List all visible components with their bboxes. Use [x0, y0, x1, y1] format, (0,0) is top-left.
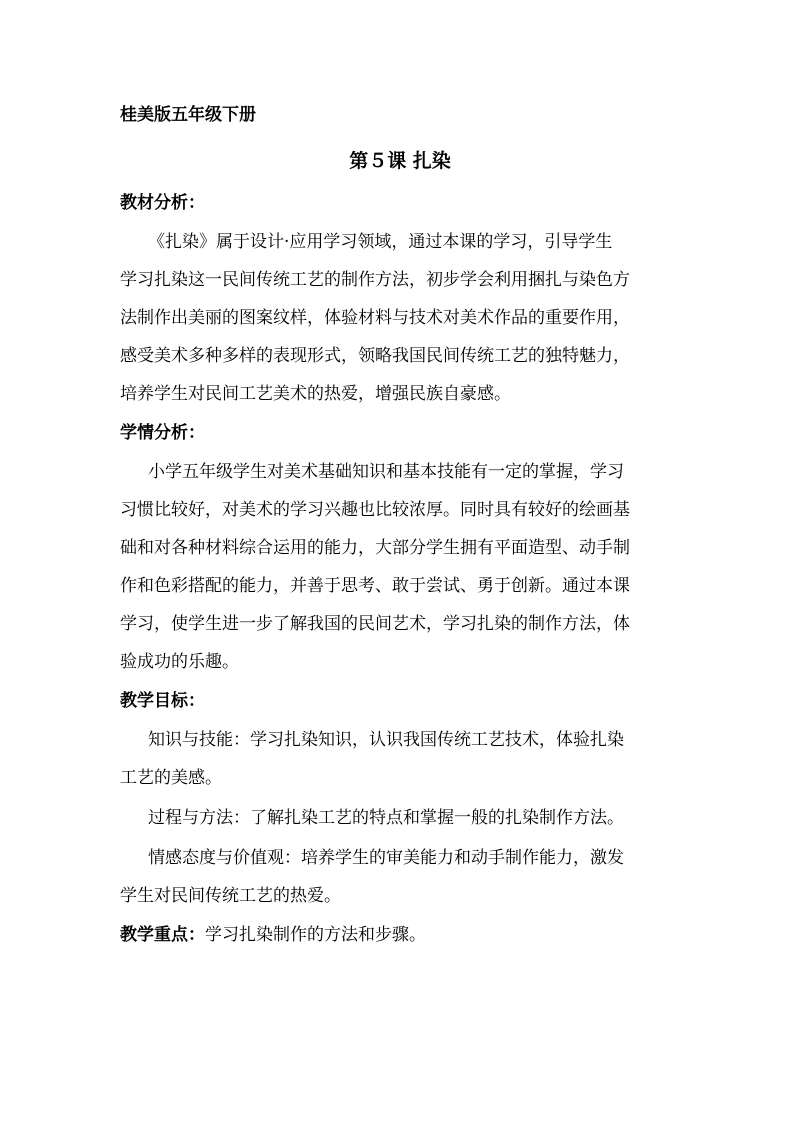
paragraph-line: 感受美术多种多样的表现形式，领略我国民间传统工艺的独特魅力， — [120, 346, 630, 366]
material-analysis-heading: 教材分析： — [120, 193, 205, 213]
key-point-line — [120, 917, 680, 953]
paragraph-line: 培养学生对民间工艺美术的热爱，增强民族自豪感。 — [120, 384, 511, 404]
paragraph-line: 作和色彩搭配的能力，并善于思考、敢于尝试、勇于创新。通过本课 — [120, 576, 630, 596]
paragraph-line: 过程与方法：了解扎染工艺的特点和掌握一般的扎染制作方法。 — [148, 808, 624, 828]
paragraph-line: 《扎染》属于设计·应用学习领域，通过本课的学习，引导学生 — [148, 232, 613, 252]
paragraph-line: 验成功的乐趣。 — [120, 652, 239, 672]
objective-process-paragraph — [120, 799, 680, 837]
paragraph-line: 学生对民间传统工艺的热爱。 — [120, 886, 341, 906]
student-analysis-heading: 学情分析： — [120, 423, 205, 443]
material-analysis-paragraph — [120, 223, 680, 413]
paragraph-line: 法制作出美丽的图案纹样，体验材料与技术对美术作品的重要作用， — [120, 308, 630, 328]
paragraph-line: 学习扎染这一民间传统工艺的制作方法，初步学会利用捆扎与染色方 — [120, 270, 630, 290]
lesson-title: 第５课 扎染 — [349, 150, 451, 172]
paragraph-line: 学习，使学生进一步了解我国的民间艺术，学习扎染的制作方法，体 — [120, 614, 630, 634]
paragraph-line: 小学五年级学生对美术基础知识和基本技能有一定的掌握，学习 — [148, 462, 624, 482]
paragraph-line: 工艺的美感。 — [120, 768, 222, 788]
key-point-label: 教学重点： — [120, 925, 205, 945]
grade-label: 桂美版五年级下册 — [120, 105, 256, 125]
objectives-heading: 教学目标： — [120, 691, 205, 711]
objective-knowledge-paragraph — [120, 721, 680, 797]
paragraph-line: 础和对各种材料综合运用的能力，大部分学生拥有平面造型、动手制 — [120, 538, 630, 558]
paragraph-line: 情感态度与价值观：培养学生的审美能力和动手制作能力，激发 — [148, 848, 624, 868]
paragraph-line: 知识与技能：学习扎染知识，认识我国传统工艺技术，体验扎染 — [148, 730, 624, 750]
document-page — [120, 97, 680, 955]
key-point-text: 学习扎染制作的方法和步骤。 — [205, 925, 426, 945]
objective-emotion-paragraph — [120, 839, 680, 915]
student-analysis-paragraph — [120, 453, 680, 681]
paragraph-line: 习惯比较好，对美术的学习兴趣也比较浓厚。同时具有较好的绘画基 — [120, 500, 630, 520]
